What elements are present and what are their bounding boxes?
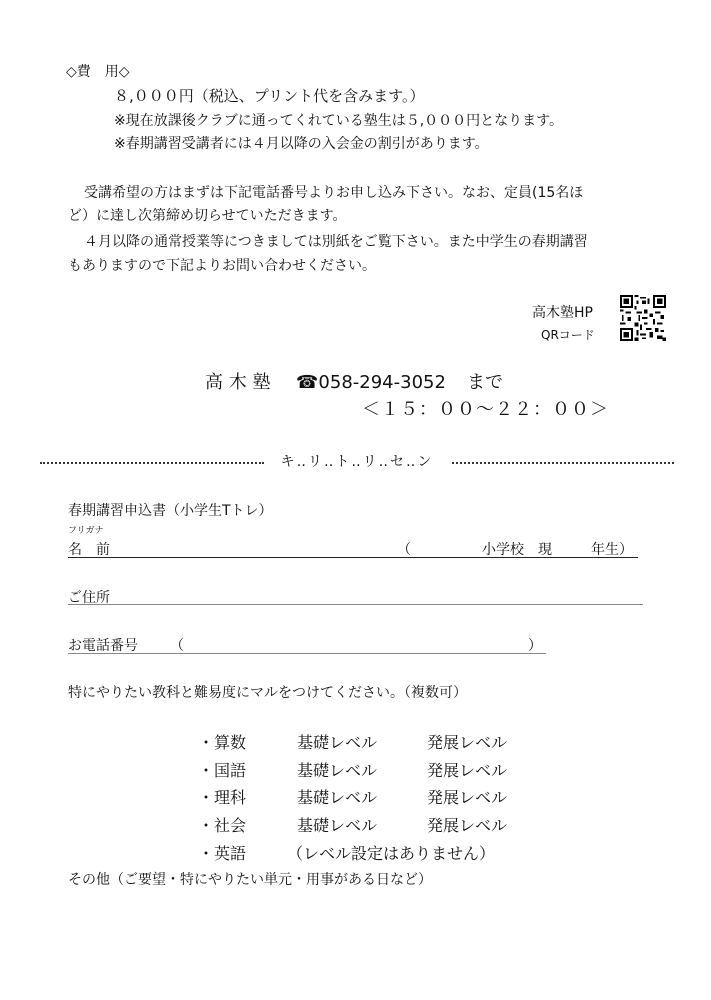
address-label: ご住所 (68, 590, 110, 606)
cut-line (40, 452, 674, 472)
phone-open-paren: （ (170, 638, 184, 654)
name-label: 名 前 (68, 542, 110, 558)
name-field[interactable] (68, 557, 638, 558)
fees-heading: ◇費 用◇ (66, 64, 130, 80)
other-requests-field[interactable] (68, 894, 643, 984)
phone-close-paren: ） (528, 638, 542, 654)
qr-code-image[interactable] (620, 295, 666, 341)
subject-science: ・理科 (198, 788, 247, 807)
math-advanced-level[interactable]: 発展レベル (427, 733, 508, 752)
math-basic-level[interactable]: 基礎レベル (297, 733, 378, 752)
fees-note-entry-fee: ※春期講習受講者には４月以降の入会金の割引があります。 (114, 136, 489, 152)
info-paragraph-2-line-1: ４月以降の通常授業等につきましては別紙をご覧下さい。また中学生の春期講習 (84, 234, 588, 250)
address-field[interactable] (68, 604, 643, 605)
other-requests-label: その他（ご要望・特にやりたい単元・用事がある日など） (68, 872, 432, 888)
info-paragraph-1-line-2: ど）に達し次第締め切らせていただきます。 (68, 208, 347, 224)
contact-suffix: まで (467, 372, 503, 393)
social-advanced-level[interactable]: 発展レベル (427, 816, 508, 835)
phone-number[interactable]: ☎058-294-3052 (296, 372, 446, 393)
form-title: 春期講習申込書（小学生Tトレ） (68, 503, 273, 519)
science-advanced-level[interactable]: 発展レベル (427, 788, 508, 807)
school-suffix: 小学校 現 (482, 542, 552, 558)
school-name: 高 木 塾 (205, 372, 271, 393)
subject-japanese: ・国語 (198, 761, 247, 780)
subject-social-studies: ・社会 (198, 816, 247, 835)
cut-line-label: キ‥リ‥ト‥リ‥セ‥ン (280, 454, 434, 470)
business-hours: ＜１５：００～２２：００＞ (362, 399, 609, 420)
social-basic-level[interactable]: 基礎レベル (297, 816, 378, 835)
subject-math: ・算数 (198, 733, 247, 752)
japanese-advanced-level[interactable]: 発展レベル (427, 761, 508, 780)
science-basic-level[interactable]: 基礎レベル (297, 788, 378, 807)
info-paragraph-1-line-1: 受講希望の方はまずは下記電話番号よりお申し込み下さい。なお、定員(15名ほ (84, 185, 584, 201)
japanese-basic-level[interactable]: 基礎レベル (297, 761, 378, 780)
qr-label-code: QRコード (541, 328, 595, 342)
english-note: （レベル設定はありません） (287, 844, 496, 863)
furigana-label: フリガナ (68, 526, 104, 536)
fees-note-discount: ※現在放課後クラブに通ってくれている塾生は５,０００円となります。 (114, 113, 564, 129)
info-paragraph-2-line-2: もありますので下記よりお問い合わせください。 (68, 258, 376, 274)
grade-suffix: 年生） (591, 542, 633, 558)
subject-instruction: 特にやりたい教科と難易度にマルをつけてください。（複数可） (68, 685, 467, 701)
phone-label: お電話番号 (68, 638, 138, 654)
phone-field[interactable] (68, 653, 546, 654)
school-open-paren: （ (397, 542, 411, 558)
qr-label-homepage: 高木塾HP (532, 305, 593, 321)
fees-price: ８,０００円（税込、プリント代を含みます。） (114, 87, 425, 105)
subject-english: ・英語 (198, 844, 247, 863)
